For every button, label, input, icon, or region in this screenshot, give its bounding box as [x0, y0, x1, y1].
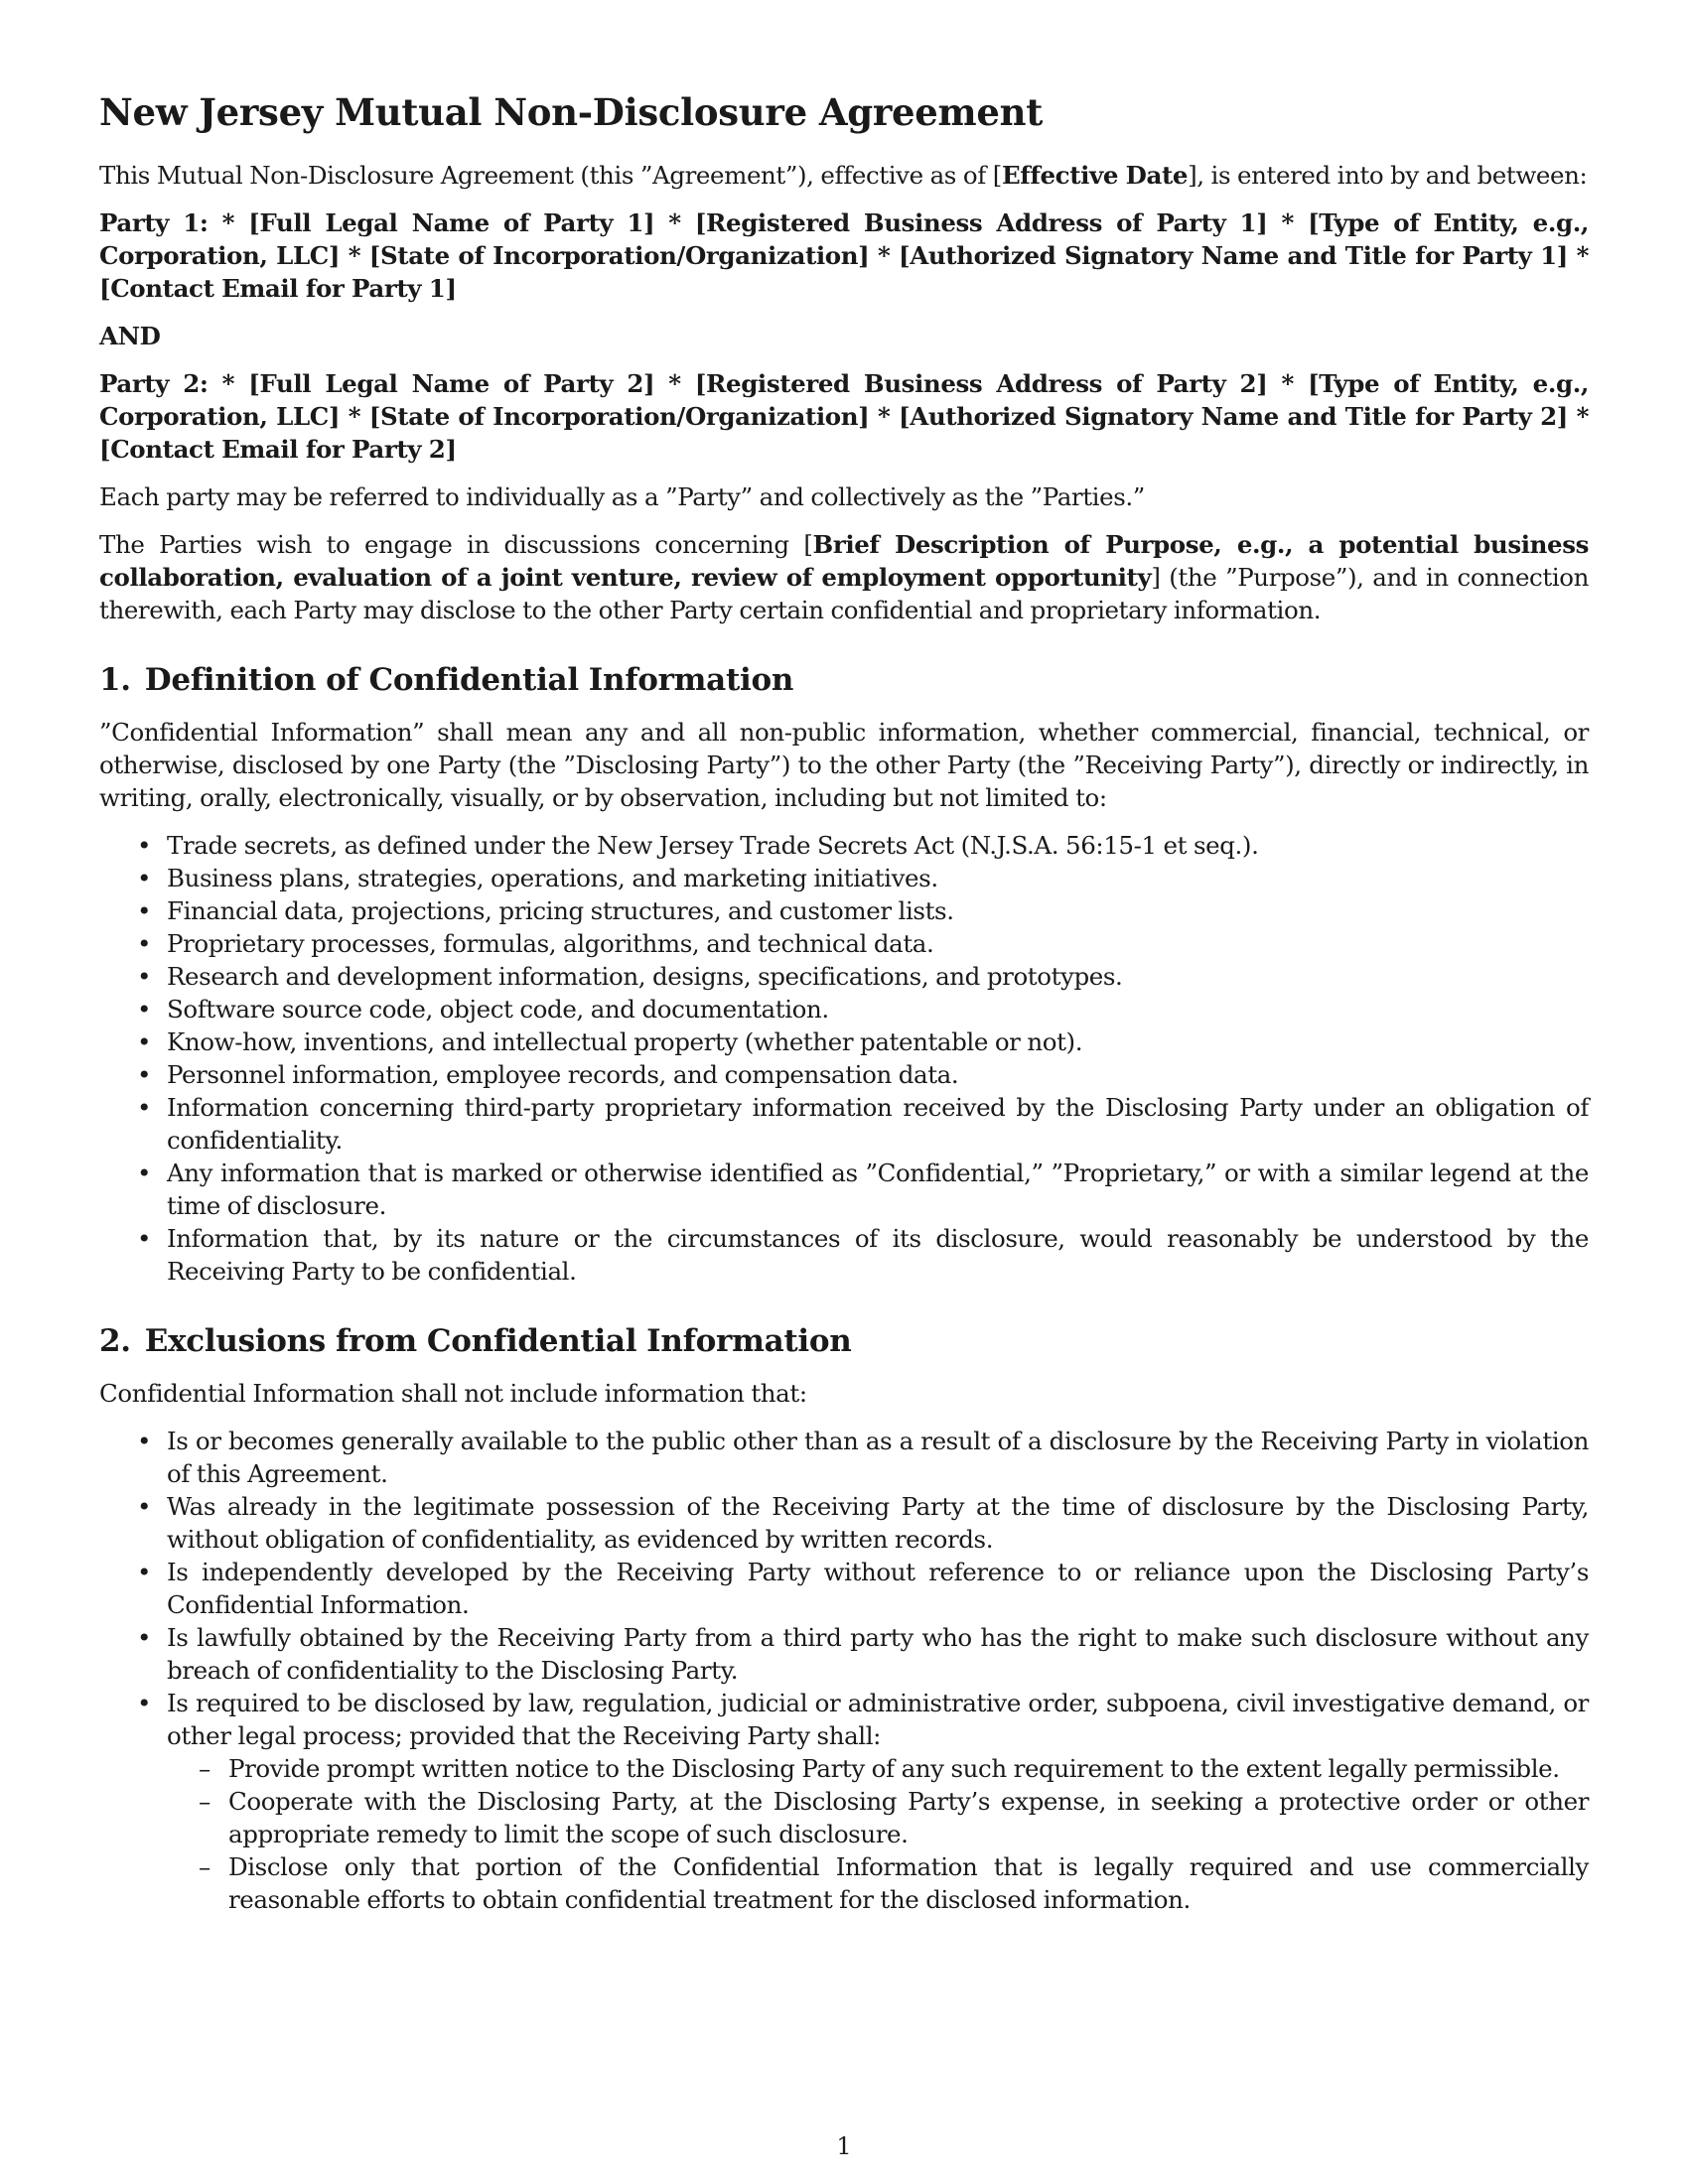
separator: * [ — [208, 208, 260, 237]
list-item-text: Any information that is marked or otherwise identified as ”Confidential,” ”Proprietary,” or with a similar legend at the time of disclosure. — [167, 1159, 1589, 1220]
bullet: • — [137, 929, 152, 958]
dash: – — [199, 1787, 211, 1816]
list-item-text: Is or becomes generally available to the public other than as a result of a disclosure by the Receiving Party in violation of this Agreement. — [167, 1427, 1589, 1488]
party-1-email: Contact Email for Party 1 — [110, 274, 446, 303]
list-item-text: Software source code, object code, and documentation. — [167, 995, 829, 1024]
list-item — [99, 1621, 1589, 1687]
list-item-text: Business plans, strategies, operations, and marketing initiatives. — [167, 864, 938, 892]
bullet: • — [137, 1689, 152, 1717]
party-2-entity-type: Type of Entity, e.g., Corporation, LLC — [99, 369, 1589, 431]
section-1-list — [99, 829, 1589, 1288]
list-item-text: Financial data, projections, pricing structures, and customer lists. — [167, 896, 954, 925]
party-1-address: Registered Business Address of Party 1 — [706, 208, 1257, 237]
list-item — [99, 1025, 1589, 1058]
list-item — [99, 1490, 1589, 1556]
list-item-text: Was already in the legitimate possession of the Receiving Party at the time of disclosure by the Disclosing Party, without obligation of confidentiality, as evidenced by written records. — [167, 1492, 1589, 1554]
list-item — [99, 1058, 1589, 1091]
list-item-text: Information concerning third-party proprietary information received by the Disclosing Party under an obligation of confidentiality. — [167, 1093, 1589, 1155]
list-item — [99, 927, 1589, 960]
party-2-signatory: Authorized Signatory Name and Title for Party 2 — [910, 402, 1557, 431]
party-1-label: Party 1: — [99, 208, 209, 237]
separator: ] * [ — [1256, 208, 1320, 237]
purpose-description-placeholder: Brief Description of Purpose, e.g., a potential business collaboration, evaluation of a joint venture, review of employment opportunity — [99, 530, 1590, 592]
list-item — [99, 1157, 1589, 1222]
party-1-legal-name: Full Legal Name of Party 1 — [259, 208, 643, 237]
separator: ] — [445, 274, 457, 303]
list-item — [99, 1425, 1589, 1490]
bullet: • — [137, 1027, 152, 1056]
list-item-text: Is lawfully obtained by the Receiving Party from a third party who has the right to make such disclosure without any breach of confidentiality to the Disclosing Party. — [167, 1623, 1589, 1685]
list-item — [99, 829, 1589, 862]
party-2-state: State of Incorporation/Organization — [380, 402, 859, 431]
effective-date-placeholder: Effective Date — [1001, 161, 1189, 190]
list-item — [99, 894, 1589, 927]
section-2-list — [99, 1425, 1589, 1916]
party-1-state: State of Incorporation/Organization — [380, 241, 859, 270]
sub-list-item — [167, 1752, 1589, 1785]
section-1-intro: ”Confidential Information” shall mean any and all non-public information, whether commercial, financial, technical, or otherwise, disclosed by one Party (the ”Disclosing Party”) to the other Party (the ”Receiving Party”), directly or indirectly, in writing, orally, electronically, visually, or by observation, including but not limited to: — [99, 718, 1589, 812]
party-1-signatory: Authorized Signatory Name and Title for Party 1 — [910, 241, 1557, 270]
party-2-legal-name: Full Legal Name of Party 2 — [259, 369, 643, 398]
page-number: 1 — [836, 2132, 852, 2160]
section-2-number: 2. — [99, 1323, 131, 1359]
bullet: • — [137, 1159, 152, 1187]
party-1-details — [99, 208, 1589, 303]
list-item — [99, 1556, 1589, 1621]
purpose-text-after: ] (the ”Purpose”), and in connection therewith, each Party may disclose to the other Party certain confidential and proprietary information. — [99, 563, 1589, 624]
sub-list — [167, 1752, 1589, 1916]
list-item — [99, 1687, 1589, 1916]
list-item-text: Trade secrets, as defined under the New Jersey Trade Secrets Act (N.J.S.A. 56:15-1 et seq.). — [167, 831, 1259, 860]
intro-text-after: ], is entered into by and between: — [1188, 161, 1588, 190]
party-2-details — [99, 369, 1589, 464]
list-item-text: Research and development information, designs, specifications, and prototypes. — [167, 962, 1123, 991]
sub-list-item-text: Cooperate with the Disclosing Party, at the Disclosing Party’s expense, in seeking a protective order or other appropriate remedy to limit the scope of such disclosure. — [228, 1787, 1589, 1848]
bullet: • — [137, 995, 152, 1024]
sub-list-item-text: Provide prompt written notice to the Disclosing Party of any such requirement to the extent legally permissible. — [228, 1754, 1560, 1783]
parties-definition: Each party may be referred to individually as a ”Party” and collectively as the ”Parties.” — [99, 482, 1145, 511]
separator: ] — [445, 435, 457, 464]
purpose-paragraph — [99, 528, 1589, 626]
bullet: • — [137, 864, 152, 892]
section-2-title: Exclusions from Confidential Information — [144, 1323, 852, 1359]
section-1-title: Definition of Confidential Information — [144, 662, 794, 698]
separator: ] * [ — [642, 208, 707, 237]
bullet: • — [137, 1623, 152, 1652]
list-item — [99, 1222, 1589, 1288]
bullet: • — [137, 962, 152, 991]
party-2-address: Registered Business Address of Party 2 — [706, 369, 1257, 398]
separator: ] * [ — [1256, 369, 1320, 398]
list-item — [99, 993, 1589, 1025]
separator: ] * [ — [328, 241, 380, 270]
bullet: • — [137, 1224, 152, 1253]
list-item-text: Proprietary processes, formulas, algorithms, and technical data. — [167, 929, 934, 958]
bullet: • — [137, 1558, 152, 1586]
party-1-block — [99, 206, 1589, 305]
list-item-text: Information that, by its nature or the circumstances of its disclosure, would reasonably be understood by the Receiving Party to be confidential. — [167, 1224, 1589, 1286]
list-item — [99, 1091, 1589, 1157]
separator: ] * [ — [858, 402, 911, 431]
section-1-number: 1. — [99, 662, 131, 698]
and-label: AND — [99, 322, 161, 350]
list-item-text: Know-how, inventions, and intellectual property (whether patentable or not). — [167, 1027, 1083, 1056]
bullet: • — [137, 1492, 152, 1521]
list-item-text: Is independently developed by the Receiving Party without reference to or reliance upon the Disclosing Party’s Confidential Information. — [167, 1558, 1589, 1619]
intro-paragraph — [99, 159, 1589, 192]
list-item — [99, 960, 1589, 993]
bullet: • — [137, 1427, 152, 1455]
separator: * [ — [208, 369, 260, 398]
section-2-intro: Confidential Information shall not include information that: — [99, 1379, 807, 1408]
list-item-text: Personnel information, employee records, and compensation data. — [167, 1060, 959, 1089]
purpose-text-before: The Parties wish to engage in discussions concerning [ — [99, 530, 813, 559]
document-title: New Jersey Mutual Non-Disclosure Agreement — [99, 90, 1044, 134]
sub-list-item — [167, 1850, 1589, 1916]
separator: ] * [ — [858, 241, 911, 270]
separator: ] * [ — [99, 402, 1590, 464]
bullet: • — [137, 1093, 152, 1122]
bullet: • — [137, 896, 152, 925]
intro-text-before: This Mutual Non-Disclosure Agreement (this ”Agreement”), effective as of [ — [99, 161, 1002, 190]
party-2-label: Party 2: — [99, 369, 209, 398]
bullet: • — [137, 831, 152, 860]
dash: – — [199, 1852, 211, 1881]
sub-list-item — [167, 1785, 1589, 1850]
bullet: • — [137, 1060, 152, 1089]
document-page — [99, 79, 1589, 1932]
sub-list-item-text: Disclose only that portion of the Confidential Information that is legally required and use commercially reasonable efforts to obtain confidential treatment for the disclosed information. — [228, 1852, 1589, 1914]
party-2-block — [99, 367, 1589, 466]
and-separator — [99, 320, 1589, 352]
party-1-entity-type: Type of Entity, e.g., Corporation, LLC — [99, 208, 1589, 270]
separator: ] * [ — [642, 369, 707, 398]
party-2-email: Contact Email for Party 2 — [110, 435, 446, 464]
section-2-heading — [99, 1321, 1589, 1361]
separator: ] * [ — [328, 402, 380, 431]
section-1-heading — [99, 660, 1589, 700]
list-item-text: Is required to be disclosed by law, regulation, judicial or administrative order, subpoena, civil investigative demand, or other legal process; provided that the Receiving Party shall: — [167, 1689, 1589, 1750]
separator: ] * [ — [99, 241, 1590, 303]
list-item — [99, 862, 1589, 894]
dash: – — [199, 1754, 211, 1783]
